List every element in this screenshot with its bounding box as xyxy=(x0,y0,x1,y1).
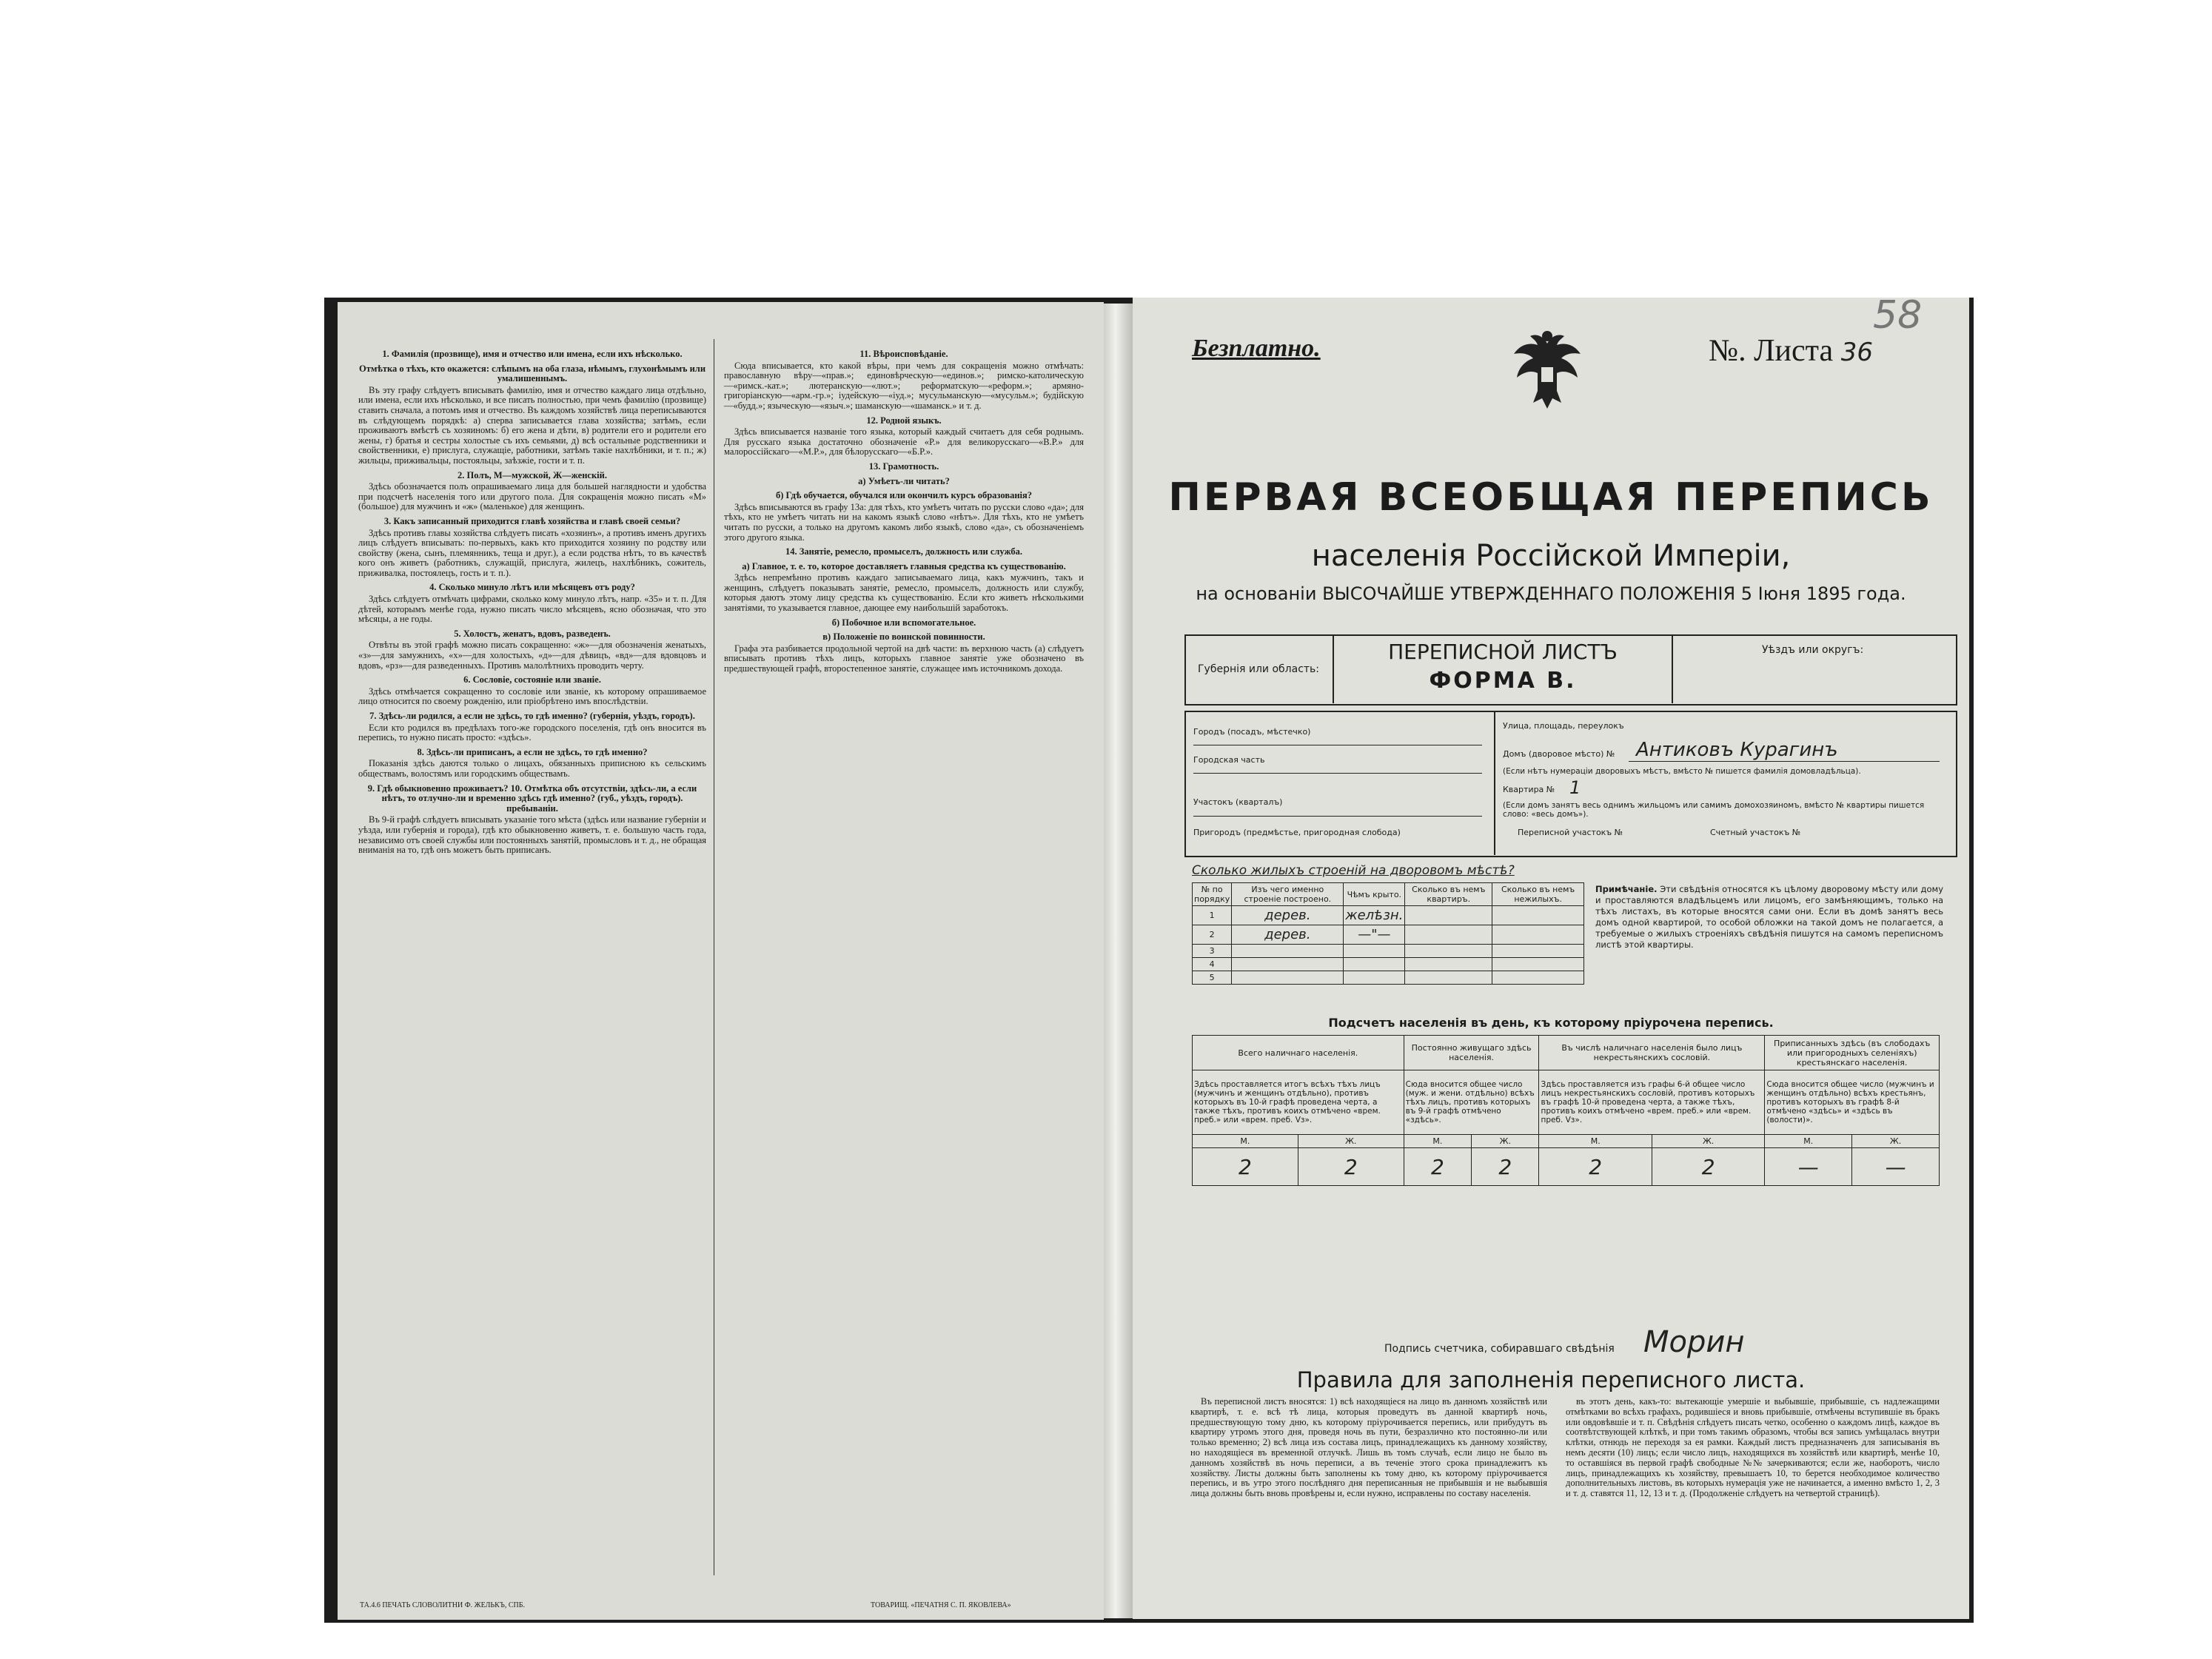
district-label: Участокъ (кварталъ) xyxy=(1193,797,1283,807)
f-label: Ж. xyxy=(1472,1135,1539,1148)
table-row xyxy=(1193,906,1584,925)
f-label: Ж. xyxy=(1298,1135,1404,1148)
count-value: 2 xyxy=(1298,1148,1404,1186)
cell xyxy=(1492,906,1584,925)
left-page xyxy=(338,302,1104,1620)
count-description-row xyxy=(1193,1070,1940,1135)
house-value: Антиковъ Курагинъ xyxy=(1636,739,1838,761)
f-label: Ж. xyxy=(1852,1135,1940,1148)
buildings-header-roof: Чѣмъ крыто. xyxy=(1344,883,1405,906)
cell xyxy=(1344,971,1405,985)
house-label: Домъ (дворовое мѣсто) № xyxy=(1503,749,1615,759)
cell xyxy=(1492,925,1584,945)
double-headed-eagle-icon xyxy=(1506,329,1588,414)
sheet-number-label: №. Листа xyxy=(1709,334,1834,368)
count-value: 2 xyxy=(1193,1148,1298,1186)
page-gutter xyxy=(1104,304,1133,1618)
buildings-note xyxy=(1595,884,1943,951)
buildings-header-row xyxy=(1193,883,1584,906)
buildings-header-n: № по порядку xyxy=(1193,883,1232,906)
signature-value: Морин xyxy=(1643,1325,1745,1359)
section-8-title: 8. Здѣсь-ли приписанъ, а если не здѣсь, то гдѣ именно? xyxy=(417,746,648,757)
right-page xyxy=(1133,298,1969,1619)
count-value: 2 xyxy=(1652,1148,1764,1186)
m-label: М. xyxy=(1539,1135,1652,1148)
left-footer-2: ТОВАРИЩ. «ПЕЧАТНЯ С. П. ЯКОВЛЕВА» xyxy=(871,1601,1011,1609)
rules-title: Правила для заполненія переписного листа. xyxy=(1296,1367,1806,1392)
apt-value: 1 xyxy=(1569,777,1581,798)
cell xyxy=(1405,958,1492,971)
cell xyxy=(1344,958,1405,971)
left-footer-1: ТА.4.6 ПЕЧАТЬ СЛОВОЛИТНИ Ф. ЖЕЛЬКЪ, СПБ. xyxy=(360,1601,525,1609)
city-label: Городъ (посадъ, мѣстечко) xyxy=(1193,727,1311,737)
sheet-number-value: 36 xyxy=(1840,338,1873,367)
count-title: Подсчетъ населенія въ день, къ которому пріурочена перепись. xyxy=(1328,1016,1774,1030)
instructions-column-2 xyxy=(724,345,1084,677)
cell xyxy=(1492,945,1584,958)
section-9-body: Въ 9-й графѣ слѣдуетъ вписывать указаніе того мѣста (здѣсь или название губерніи и уѣзда, или губернія и города), гдѣ кто обыкновенно живетъ, т. е. большую часть года, независимо отъ своей службы или постоянныхъ занятій, промысловъ и т. д., не обращая вниманія на то, гдѣ онъ можетъ быть приписанъ. xyxy=(358,814,706,856)
census-title: ПЕРВАЯ ВСЕОБЩАЯ ПЕРЕПИСЬ xyxy=(1168,475,1934,520)
section-5-title: 5. Холостъ, женатъ, вдовъ, разведенъ. xyxy=(454,628,611,639)
section-3-body: Здѣсь противъ главы хозяйства слѣдуетъ писать «хозяинъ», а противъ именъ другихъ лицъ слѣдуетъ вписывать: по-первыхъ, какъ кто приходится хозяину по родству или свойству (жена, сынъ, племянникъ, теща и друг.), а если родства нѣтъ, то въ качествѣ кого онъ живетъ (работникъ, служащій, прислуга, жилецъ, нахлѣбникъ, сожитель, приживалка, постоялецъ, гость и т. п.). xyxy=(358,527,706,578)
cell xyxy=(1232,971,1344,985)
cell xyxy=(1405,971,1492,985)
pencil-page-number: 58 xyxy=(1873,298,1923,338)
apt-note: (Если домъ занятъ весь однимъ жильцомъ или самимъ домохозяиномъ, вмѣсто № квартиры пишется слово: «весь домъ»). xyxy=(1503,801,1925,819)
section-12-body: Здѣсь вписывается названіе того языка, который каждый считаетъ для себя роднымъ. Для русскаго языка достаточно обозначеніе «Р.» для великорусскаго—«В.Р.» для малороссійскаго—«М.Р.», для бѣлорусскаго—«Б.Р.». xyxy=(724,426,1084,458)
uezd-label: Уѣздъ или округъ: xyxy=(1762,644,1864,656)
rules-column-1 xyxy=(1190,1397,1547,1501)
cell xyxy=(1492,958,1584,971)
cell xyxy=(1344,945,1405,958)
cell: 2 xyxy=(1193,925,1232,945)
header-divider-2 xyxy=(1672,635,1673,703)
signature-label: Подпись счетчика, собиравшаго свѣдѣнія xyxy=(1384,1343,1615,1355)
count-value: 2 xyxy=(1472,1148,1539,1186)
suburb-label: Пригородъ (предмѣстье, пригородная слобода) xyxy=(1193,828,1401,837)
section-13-title: 13. Грамотность. xyxy=(868,460,939,472)
cell: —"— xyxy=(1344,925,1405,945)
desc-present: Здѣсь проставляется итогъ всѣхъ тѣхъ лицъ (мужчинъ и женщинъ отдѣльно), противъ которыхъ въ 10-й графѣ проведена черта, а также тѣхъ, противъ коихъ отмѣчено «врем. преб.» или «врем. преб. Vз». xyxy=(1193,1070,1404,1135)
desc-registered: Сюда вносится общее число (мужчинъ и женщинъ отдѣльно) всѣхъ крестьянъ, противъ которыхъ въ графѣ 8-й отмѣчено «здѣсь» и «здѣсь въ (волости)». xyxy=(1765,1070,1940,1135)
section-2-body: Здѣсь обозначается полъ опрашиваемаго лица для большей наглядности и удобства при подсчетѣ населенія того или другого пола. Для сокращенія можно писать «М» (большое) для мужчинъ и «ж» (маленькое) для женщинъ. xyxy=(358,481,706,512)
cell xyxy=(1405,945,1492,958)
table-row xyxy=(1193,958,1584,971)
census-district-label: Переписной участокъ № xyxy=(1518,828,1623,837)
city-part-line xyxy=(1193,773,1482,774)
section-2-title: 2. Полъ, М—мужской, Ж—женскій. xyxy=(458,469,607,480)
sheet-number-block xyxy=(1709,333,1873,369)
section-7-title: 7. Здѣсь-ли родился, а если не здѣсь, то гдѣ именно? (губернія, уѣздъ, городъ). xyxy=(369,711,695,721)
note-text: Эти свѣдѣнія относятся къ цѣлому дворовому мѣсту или дому и проставляются владѣльцемъ или лицомъ, его замѣняющимъ, только на тѣхъ листахъ, въ которые вносятся сами они. Если въ домѣ занятъ весь домъ одной квартирой, то особой обложки на такой домъ не полагается, а требуемые о жилыхъ строеніяхъ свѣдѣнія пишутся на самомъ переписномъ листѣ этой квартиры. xyxy=(1595,884,1944,950)
count-district-label: Счетный участокъ № xyxy=(1710,828,1801,837)
form-letter: ФОРМА В. xyxy=(1429,668,1577,694)
rules-text-2: въ этотъ день, какъ-то: вытекающіе умершіе и выбывшіе, прибывшіе, съ надлежащими отмѣтками во всѣхъ графахъ, родившіеся и вновь прибывшіе, отмѣчены вступившіе въ бракъ или овдовѣвшіе и т. п. Свѣдѣнія слѣдуетъ писать четко, особенно о каждомъ лицѣ, каждое въ соотвѣтствующей клѣткѣ, и при томъ такимъ образомъ, чтобы вся запись умѣщалась внутри клѣтки, отнюдь не переходя за ея рамки. Каждый листъ предназначенъ для записыванія въ немъ десяти (10) лицъ; если число лицъ, находящихся въ хозяйствѣ или квартирѣ, менѣе 10, то оставшіяся въ первой графѣ свободные №№ зачеркиваются; если же, наоборотъ, число лицъ, принадлежащихъ къ хозяйству, превышаетъ 10, то берется необходимое количество дополнительныхъ листовъ, въ которыхъ нумерація уже не начинается, а именно вмѣсто 1, 2, 3 и т. д. ставятся 11, 12, 13 и т. д. (Продолженіе слѣдуетъ на четвертой страницѣ). xyxy=(1566,1396,1940,1499)
desc-resident: Сюда вносится общее число (муж. и жени. отдѣльно) всѣхъ тѣхъ лицъ, противъ которыхъ въ 9-й графѣ отмѣчено «здѣсь». xyxy=(1404,1070,1539,1135)
section-8-body: Показанія здѣсь даются только о лицахъ, обязанныхъ приписною къ сельскимъ обществамъ, волостямъ или городскимъ обществамъ. xyxy=(358,758,706,779)
count-value: — xyxy=(1765,1148,1852,1186)
buildings-header-material: Изъ чего именно строеніе построено. xyxy=(1232,883,1344,906)
count-group-row xyxy=(1193,1036,1940,1070)
cell: 1 xyxy=(1193,906,1232,925)
cell xyxy=(1405,906,1492,925)
rules-text-1: Въ переписной листъ вносятся: 1) всѣ находящіеся на лицо въ данномъ хозяйствѣ или квартирѣ, т. е. всѣ тѣ лица, которыя проведутъ въ данной квартирѣ ночь, предшествующую тому дню, къ которому пріурочивается перепись, или прибудутъ въ квартиру утромъ этого дня, проведя ночь въ пути, безразлично кто постоянно-ли или только временно; 2) всѣ лица изъ состава лицъ, принадлежащихъ къ данному хозяйству, но находящіеся въ временной отлучкѣ. Лишь въ томъ случаѣ, если лицо не было въ данномъ хозяйствѣ въ ночь переписи, а въ теченіе этого срока принадлежитъ къ хозяйству. Листы должны быть заполнены къ тому дню, къ которому пріурочивается перепись, и въ утро этого послѣдняго дня переписанныя не прибывшія и не выбывшія лица должны быть вновь провѣрены и, если нужно, исправлены по составу населенія. xyxy=(1190,1396,1547,1499)
f-label: Ж. xyxy=(1652,1135,1764,1148)
buildings-header-nonres: Сколько въ немъ нежилыхъ. xyxy=(1492,883,1584,906)
address-divider xyxy=(1494,711,1495,855)
cell: дерев. xyxy=(1232,925,1344,945)
section-13-body: Здѣсь вписываются въ графу 13а: для тѣхъ, кто умѣетъ читать по русски слово «да»; для тѣхъ, кто не умѣетъ читать ни на какомъ языкѣ слово «нѣтъ». Для тѣхъ, кто не умѣетъ читать по русски, а только на другомъ какомъ либо языкѣ, слово «да», съ обозначеніемъ этого другого языка. xyxy=(724,501,1084,543)
census-basis: на основаніи ВЫСОЧАЙШЕ УТВЕРЖДЕННАГО ПОЛОЖЕНІЯ 5 Іюня 1895 года. xyxy=(1196,583,1906,604)
section-14-title: 14. Занятіе, ремесло, промыселъ, должность или служба. xyxy=(785,546,1023,557)
free-label: Безплатно. xyxy=(1192,335,1321,362)
section-4-body: Здѣсь слѣдуетъ отмѣчать цифрами, сколько кому минуло лѣтъ, напр. «35» и т. п. Для дѣтей, которымъ менѣе года, нужно писать число мѣсяцевъ, ясно обозначая, что это мѣсяцы, а не годы. xyxy=(358,594,706,625)
section-6-title: 6. Сословіе, состояніе или званіе. xyxy=(463,674,601,686)
group-registered: Приписанныхъ здѣсь (въ слободахъ или пригородныхъ селеніяхъ) крестьянскаго населенія. xyxy=(1765,1036,1940,1070)
section-13b: б) Гдѣ обучается, обучался или окончилъ курсъ образованія? xyxy=(775,490,1033,501)
house-note: (Если нѣтъ нумераціи дворовыхъ мѣстъ, вмѣсто № пишется фамилія домовладѣльца). xyxy=(1503,767,1861,776)
note-title: Примѣчаніе. xyxy=(1595,884,1658,894)
cell: 5 xyxy=(1193,971,1232,985)
count-value: 2 xyxy=(1539,1148,1652,1186)
house-line xyxy=(1629,761,1940,762)
section-14b: б) Побочное или вспомогательное. xyxy=(831,617,976,628)
section-7-body: Если кто родился въ предѣлахъ того-же городского поселенія, гдѣ онъ вносится въ перепись, то нужно писать просто: «здѣсь». xyxy=(358,722,706,743)
cell: 3 xyxy=(1193,945,1232,958)
section-6-body: Здѣсь отмѣчается сокращенно то сословіе или званіе, къ которому опрашиваемое лицо относится по своему рожденію, или пріобрѣтено имъ впослѣдствіи. xyxy=(358,686,706,707)
section-5-body: Отвѣты въ этой графѣ можно писать сокращенно: «ж»—для обозначенія женатыхъ, «з»—для замужнихъ, «х»—для холостыхъ, «д»—для дѣвицъ, «вд»—для вдовцовъ и вдовъ, «рз»—для разведенныхъ. Противъ малолѣтнихъ проводить черту. xyxy=(358,640,706,671)
gubernia-label: Губернія или область: xyxy=(1198,663,1320,675)
cell xyxy=(1405,925,1492,945)
buildings-table xyxy=(1192,882,1584,985)
section-14-body: Здѣсь непремѣнно противъ каждаго записываемаго лица, какъ мужчинъ, такъ и женщинъ, слѣдуетъ показывать занятіе, ремесло, промыселъ, должность или службу, которыя даютъ этому лицу средства къ существованію. Если кто живетъ нѣсколькими занятіями, то указывается главное, дающее ему наибольшій заработокъ. xyxy=(724,572,1084,614)
buildings-question: Сколько жилыхъ строеній на дворовомъ мѣстѣ? xyxy=(1192,863,1515,878)
m-label: М. xyxy=(1193,1135,1298,1148)
buildings-header-apts: Сколько въ немъ квартиръ. xyxy=(1405,883,1492,906)
section-9-title: 9. Гдѣ обыкновенно проживаетъ? 10. Отмѣтка объ отсутствіи, здѣсь-ли, а если нѣтъ, то отлучно-ли и временно здѣсь гдѣ именно? (губ., уѣздъ, городъ). пребываніи. xyxy=(367,782,697,814)
section-15-body: Графа эта разбивается продольной чертой на двѣ части: въ верхнюю часть (а) слѣдуетъ вписывать противъ тѣхъ лицъ, которыхъ главное занятіе уже обозначено въ предшествующей графѣ, второстепенное занятіе, служащее имъ источникомъ дохода. xyxy=(724,643,1084,674)
group-non-peasant: Въ числѣ наличнаго населенія было лицъ некрестьянскихъ сословій. xyxy=(1539,1036,1765,1070)
district-line xyxy=(1193,816,1482,817)
section-1-title: 1. Фамилія (прозвище), имя и отчество или имена, если ихъ нѣсколько. xyxy=(382,349,683,359)
section-11-body: Сюда вписывается, кто какой вѣры, при чемъ для сокращенія можно отмѣчать: православную вѣру—«прав.»; единовѣрческую—«единов.»; римско-католическую—«римск.-кат.»; лютеранскую—«лют.»; реформатскую—«реформ.»; армяно-григоріанскую—«арм.-гр.»; іудейскую—«іуд.»; мусульманскую—«мусульм.»; будійскую—«будд.»; языческую—«языч.»; шаманскую—«шаманск.» и т. д. xyxy=(724,360,1084,411)
section-1-subtitle: Отмѣтка о тѣхъ, кто окажется: слѣпымъ на оба глаза, нѣмымъ, глухонѣмымъ или умалишеннымъ. xyxy=(358,363,706,384)
table-row xyxy=(1193,945,1584,958)
cell xyxy=(1492,971,1584,985)
cell: дерев. xyxy=(1232,906,1344,925)
cell: 4 xyxy=(1193,958,1232,971)
table-row xyxy=(1193,971,1584,985)
section-3-title: 3. Какъ записанный приходится главѣ хозяйства и главѣ своей семьи? xyxy=(383,515,681,526)
group-resident: Постоянно живущаго здѣсь населенія. xyxy=(1404,1036,1539,1070)
section-12-title: 12. Родной языкъ. xyxy=(866,415,942,426)
instructions-column-1 xyxy=(358,345,706,858)
form-title: ПЕРЕПИСНОЙ ЛИСТЪ xyxy=(1388,640,1618,664)
cell xyxy=(1232,945,1344,958)
count-value: 2 xyxy=(1404,1148,1471,1186)
count-value: — xyxy=(1852,1148,1940,1186)
cell: желѣзн. xyxy=(1344,906,1405,925)
m-label: М. xyxy=(1404,1135,1471,1148)
table-row xyxy=(1193,925,1584,945)
section-11-title: 11. Вѣроисповѣданіе. xyxy=(859,349,948,359)
city-part-label: Городская часть xyxy=(1193,755,1265,765)
count-sex-row xyxy=(1193,1135,1940,1148)
section-13a: а) Умѣетъ-ли читать? xyxy=(858,475,950,486)
population-count-table xyxy=(1192,1035,1940,1186)
section-1-body: Въ эту графу слѣдуетъ вписывать фамилію, имя и отчество каждаго лица отдѣльно, или имена, если ихъ нѣсколько, и все писать полностью, при чемъ фамилію (прозвище) ставить сначала, а потомъ имя и отчество. Въ каждомъ хозяйствѣ лица переписываются въ слѣдующемъ порядкѣ: а) сперва записывается глава хозяйства; затѣмъ, если проживаютъ вмѣстѣ съ хозяиномъ: б) его жена и дѣти, в) родители его и родители его жены, г) братья и сестры холостые съ ихъ семьями, д) всѣ остальные родственники и свойственники, е) прислуга, служащіе, работники, затѣмъ такіе нахлѣбники, и т. п.; ж) жильцы, приживальцы, постояльцы, заѣзжіе, гости и т. п. xyxy=(358,384,706,466)
cell xyxy=(1232,958,1344,971)
census-subtitle: населенія Россійской Имперіи, xyxy=(1311,539,1791,573)
section-14a: а) Главное, т. е. то, которое доставляетъ главныя средства къ существованію. xyxy=(742,560,1066,572)
rules-column-2 xyxy=(1566,1397,1940,1501)
m-label: М. xyxy=(1765,1135,1852,1148)
apt-label: Квартира № xyxy=(1503,785,1555,794)
count-value-row xyxy=(1193,1148,1940,1186)
group-present: Всего наличнаго населенія. xyxy=(1193,1036,1404,1070)
section-4-title: 4. Сколько минуло лѣтъ или мѣсяцевъ отъ роду? xyxy=(429,582,635,593)
street-label: Улица, площадь, переулокъ xyxy=(1503,721,1624,731)
section-15-title: в) Положеніе по воинской повинности. xyxy=(822,631,985,643)
desc-non-peasant: Здѣсь проставляется изъ графы 6-й общее число лицъ некрестьянскихъ сословій, противъ которыхъ въ графѣ 10-й проведена черта, а также тѣхъ, противъ коихъ отмѣчено «врем. преб.» или «врем. преб. Vз». xyxy=(1539,1070,1765,1135)
